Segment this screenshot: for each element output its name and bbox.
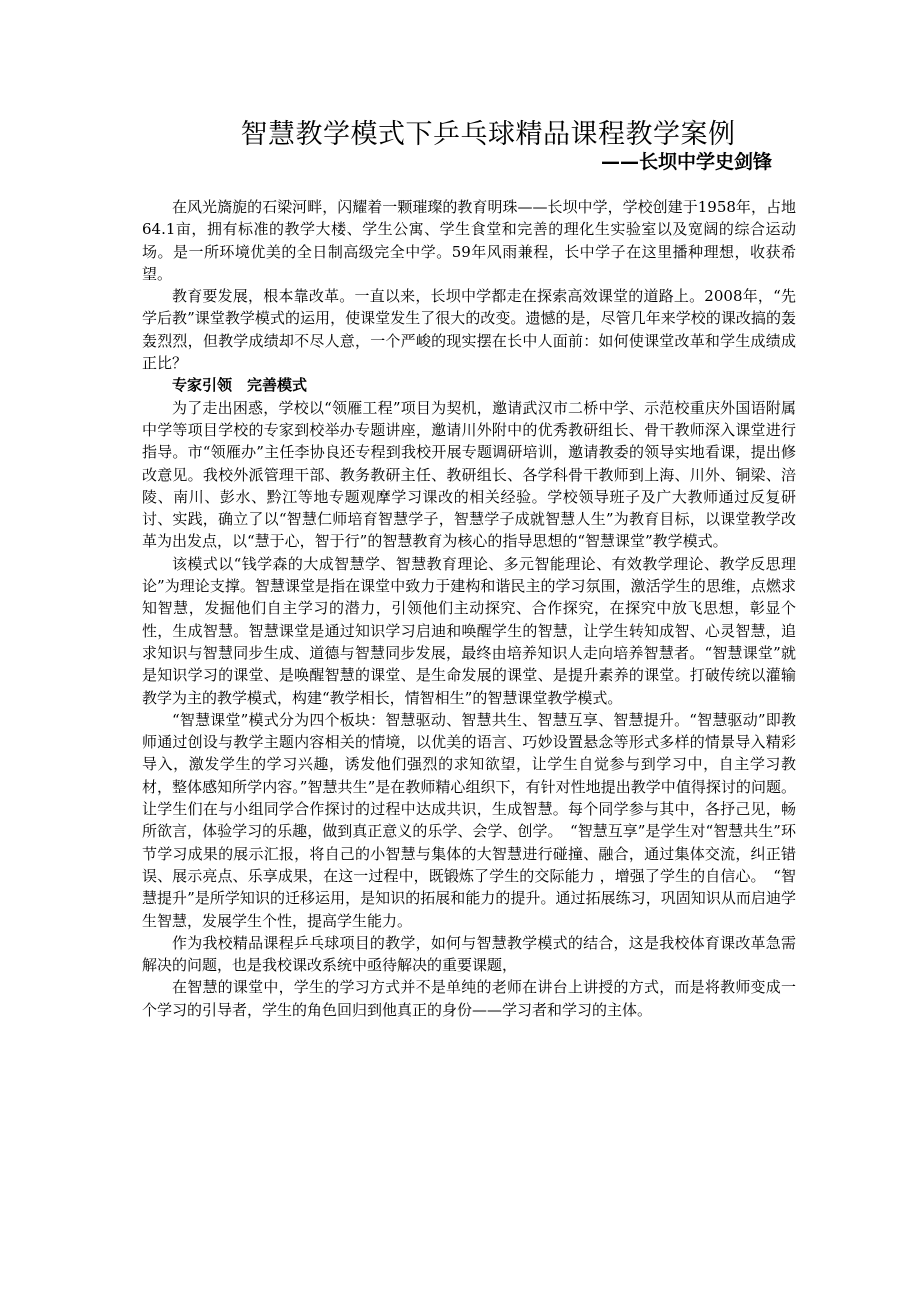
- section-heading: 专家引领 完善模式: [172, 376, 308, 395]
- paragraph-expert-guidance: 为了走出困惑，学校以“领雁工程”项目为契机，邀请武汉市二桥中学、示范校重庆外国语附属中学等项目学校的专家到校举办专题讲座，邀请川外附中的优秀教研组长、骨干教师深入课堂进行指导。市“领雁办”主任李协良还专程到我校开展专题调研培训，邀请教委的领导实地看课，提出修改意见。我校外派管理干部、教务教研主任、教研组长、各学科骨干教师到上海、川外、铜梁、涪陵、南川、彭水、黔江等地专题观摩学习课改的相关经验。学校领导班子及广大教师通过反复研讨、实践，确立了以“智慧仁师培育智慧学子，智慧学子成就智慧人生”为教育目标，以课堂教学改革为出发点，以“慧于心，智于行”的智慧教育为核心的指导思想的“智慧课堂”教学模式。: [142, 398, 796, 551]
- paragraph-learning-style: 在智慧的课堂中，学生的学习方式并不是单纯的老师在讲台上讲授的方式，而是将教师变成一个学习的引导者，学生的角色回归到他真正的身份——学习者和学习的主体。: [142, 978, 796, 1019]
- document-body: [142, 196, 796, 1021]
- paragraph-reform: 教育要发展，根本靠改革。一直以来，长坝中学都走在探索高效课堂的道路上。2008年，“先学后教”课堂教学模式的运用，使课堂发生了很大的改变。遗憾的是，尽管几年来学校的课改搞的轰轰烈烈，但教学成绩却不尽人意，一个严峻的现实摆在长中人面前：如何使课堂改革和学生成绩成正比？: [142, 287, 796, 373]
- document-title: 智慧教学模式下乒乓球精品课程教学案例: [240, 119, 736, 150]
- document-author: ——长坝中学史剑锋: [600, 151, 772, 173]
- paragraph-table-tennis: 作为我校精品课程乒乓球项目的教学，如何与智慧教学模式的结合，这是我校体育课改革急需解决的问题，也是我校课改系统中亟待解决的重要课题，: [142, 933, 796, 975]
- paragraph-intro: 在风光旖旎的石梁河畔，闪耀着一颗璀璨的教育明珠——长坝中学，学校创建于1958年，占地64.1亩，拥有标准的教学大楼、学生公寓、学生食堂和完善的理化生实验室以及宽阔的综合运动场。是一所环境优美的全日制高级完全中学。59年风雨兼程，长中学子在这里播种理想，收获希望。: [142, 198, 796, 283]
- paragraph-theory: 该模式以“钱学森的大成智慧学、智慧教育理论、多元智能理论、有效教学理论、教学反思理论”为理论支撑。智慧课堂是指在课堂中致力于建构和谐民主的学习氛围，激活学生的思维，点燃求知智慧，发掘他们自主学习的潜力，引领他们主动探究、合作探究，在探究中放飞思想，彰显个性，生成智慧。智慧课堂是通过知识学习启迪和唤醒学生的智慧，让学生转知成智、心灵智慧，追求知识与智慧同步生成、道德与智慧同步发展，最终由培养知识人走向培养智慧者。“智慧课堂”就是知识学习的课堂、是唤醒智慧的课堂、是生命发展的课堂、是提升素养的课堂。打破传统以灌输教学为主的教学模式，构建“教学相长，情智相生”的智慧课堂教学模式。: [142, 554, 796, 707]
- paragraph-four-modules: “智慧课堂”模式分为四个板块：智慧驱动、智慧共生、智慧互享、智慧提升。“智慧驱动”即教师通过创设与教学主题内容相关的情境，以优美的语言、巧妙设置悬念等形式多样的情景导入精彩导入，激发学生的学习兴趣，诱发他们强烈的求知欲望，让学生自觉参与到学习中，自主学习教材，整体感知所学内容。”智慧共生”是在教师精心组织下，有针对性地提出教学中值得探讨的问题。让学生们在与小组同学合作探讨的过程中达成共识，生成智慧。每个同学参与其中，各抒己见，畅所欲言，体验学习的乐趣，做到真正意义的乐学、会学、创学。 “智慧互享”是学生对“智慧共生”环节学习成果的展示汇报，将自己的小智慧与集体的大智慧进行碰撞、融合，通过集体交流，纠正错误、展示亮点、乐享成果，在这一过程中，既锻炼了学生的交际能力 ，增强了学生的自信心。 “智慧提升”是所学知识的迁移运用，是知识的拓展和能力的提升。通过拓展练习，巩固知识从而启迪学生智慧，发展学生个性，提高学生能力。: [142, 710, 796, 930]
